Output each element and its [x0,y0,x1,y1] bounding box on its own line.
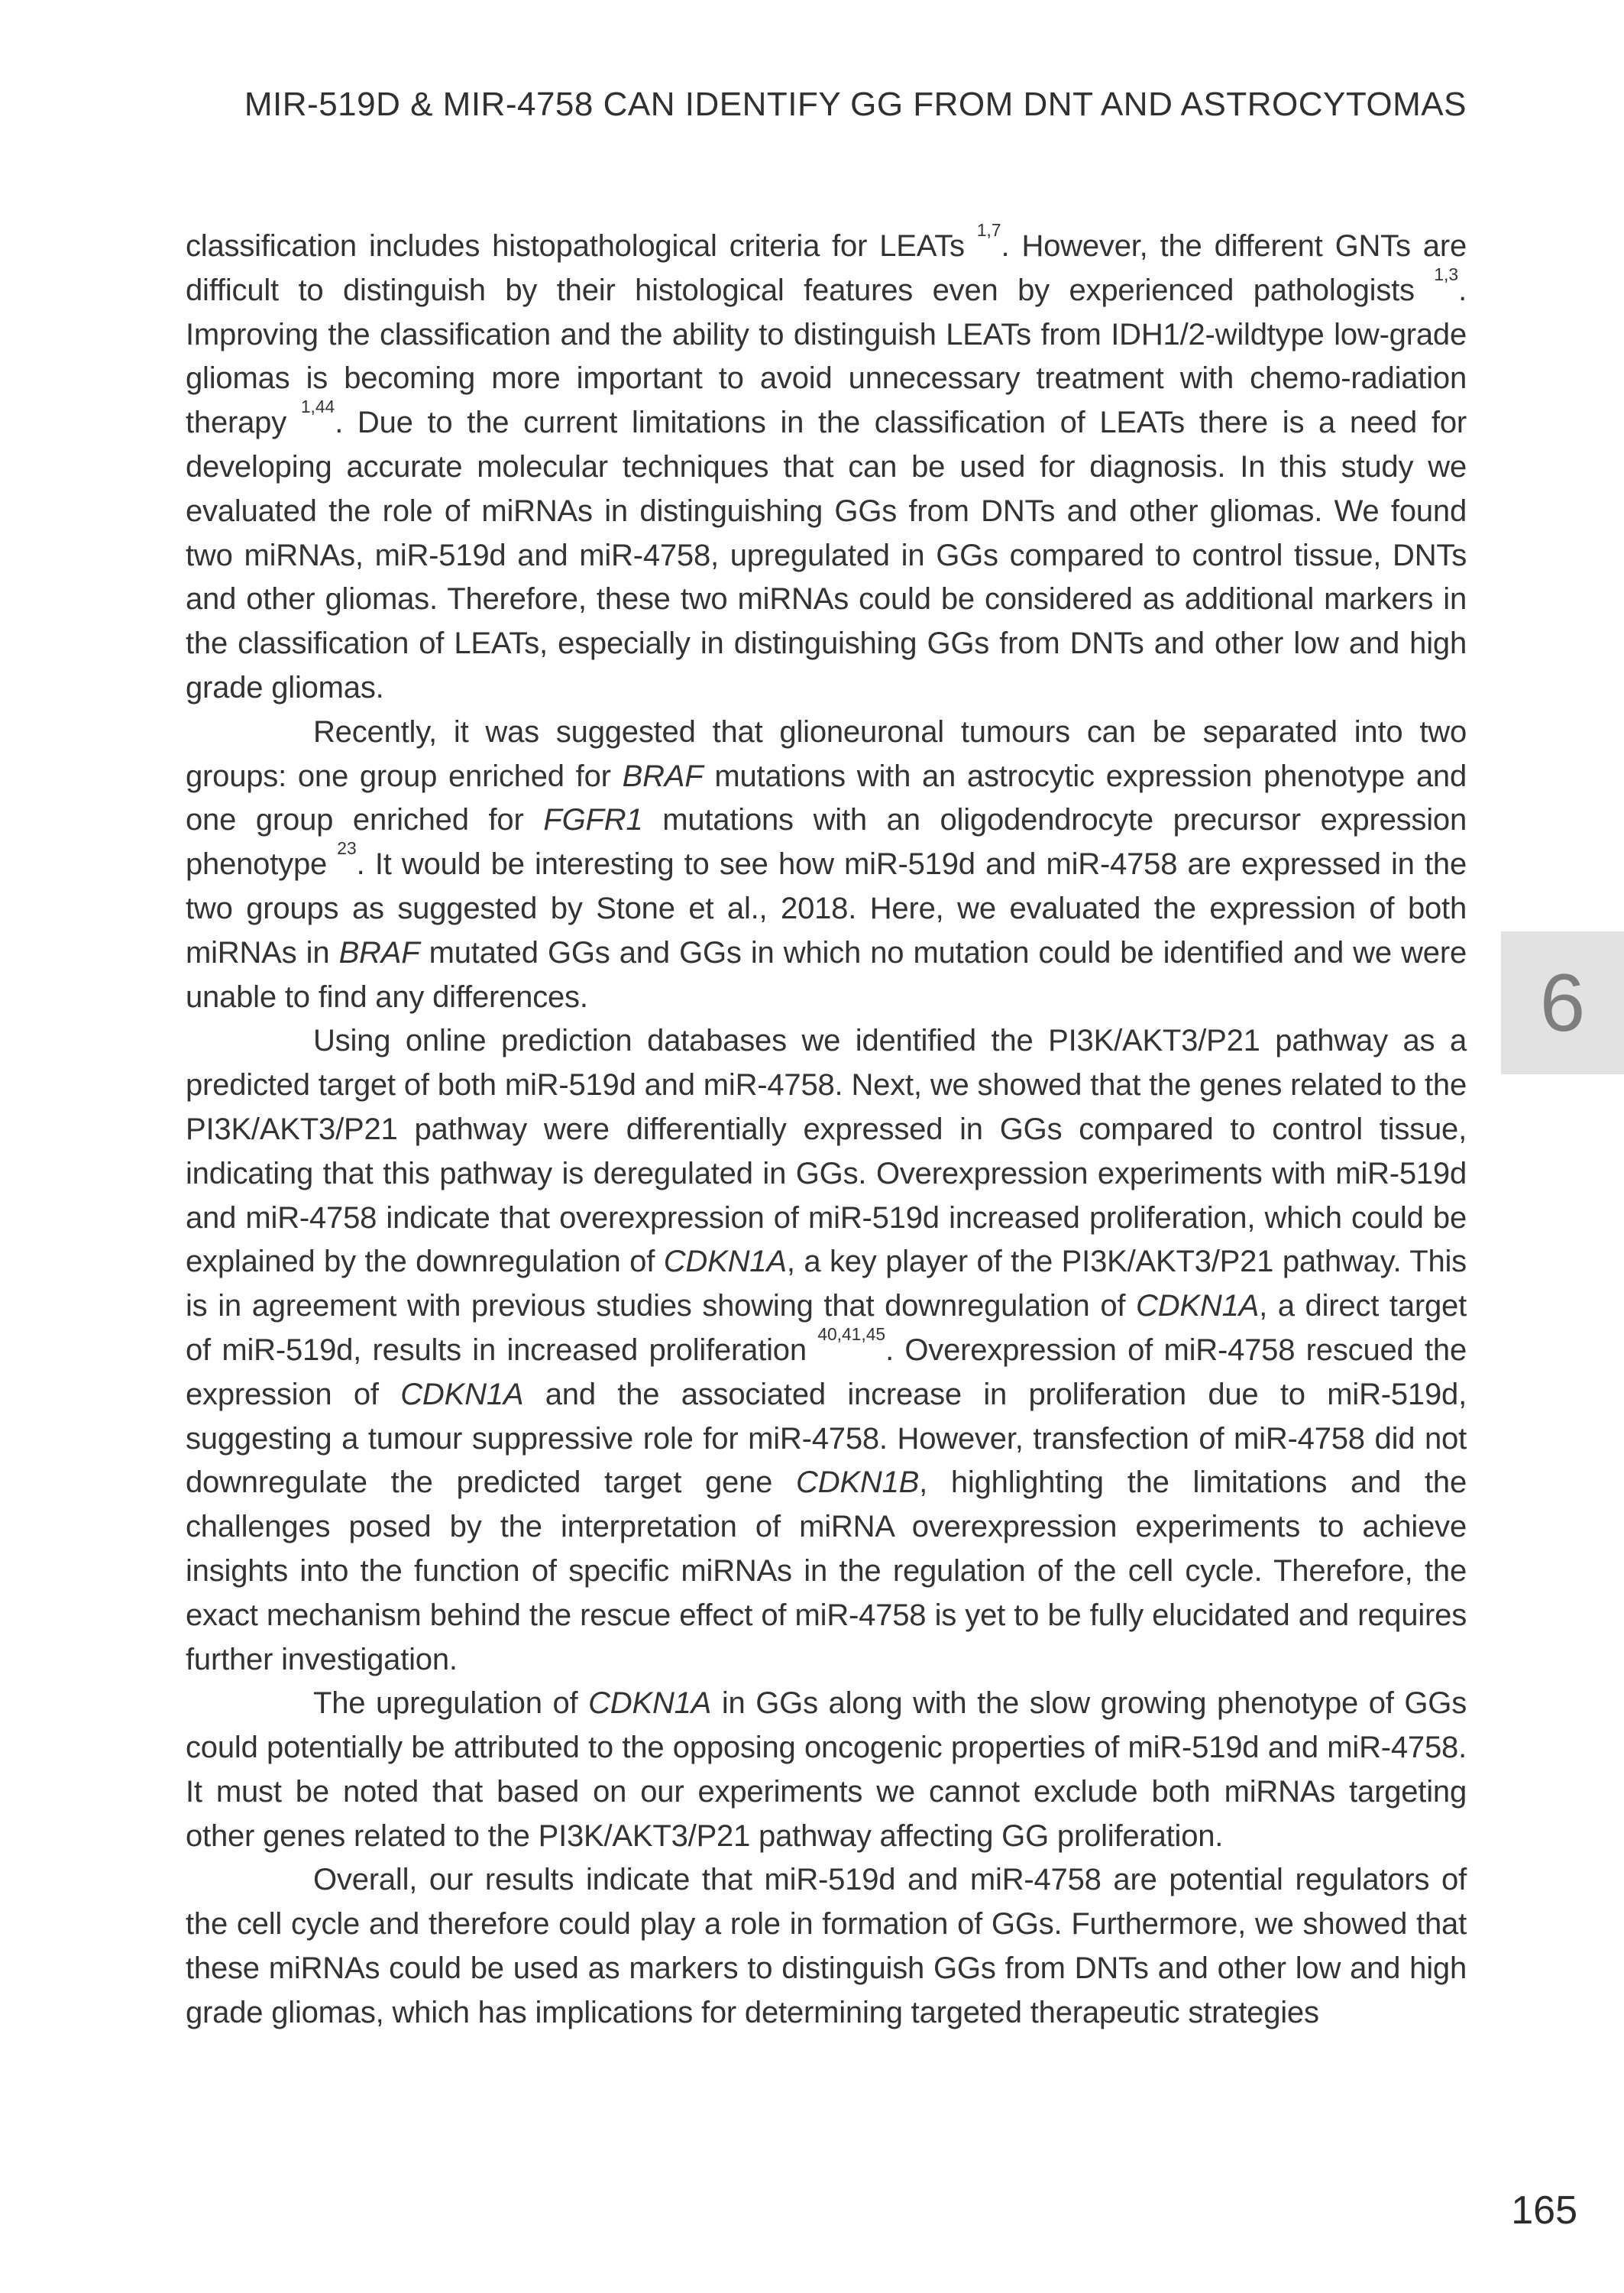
paragraph: Using online prediction databases we identified the PI3K/AKT3/P21 pathway as a predicted target of both miR-519d and miR-4758. Next, we showed that the genes related to the PI3K/AKT3/P21 pathway were differentially expressed in GGs compared to control tissue, indicating that this pathway is deregulated in GGs. Overexpression experiments with miR-519d and miR-4758 indicate that overexpression of miR-519d increased proliferation, which could be explained by the downregulation of CDKN1A, a key player of the PI3K/AKT3/P21 pathway. This is in agreement with previous studies showing that downregulation of CDKN1A, a direct target of miR-519d, results in increased proliferation $^{40,41,45}$. Overexpression of miR-4758 rescued the expression of CDKN1A and the associated increase in proliferation due to miR-519d, suggesting a tumour suppressive role for miR-4758. However, transfection of miR-4758 did not downregulate the predicted target gene CDKN1B, highlighting the limitations and the challenges posed by the interpretation of miRNA overexpression experiments to achieve insights into the function of specific miRNAs in the regulation of the cell cycle. Therefore, the exact mechanism behind the rescue effect of miR-4758 is yet to be fully elucidated and requires further investigation. [186,1024,1467,1676]
paragraph: classification includes histopathological criteria for LEATs $^{1,7}$. However, the different GNTs are difficult to distinguish by their histological features even by experienced pathologists $^{1,3}$. Improving the classification and the ability to distinguish LEATs from IDH1/2-wildtype low-grade gliomas is becoming more important to avoid unnecessary treatment with chemo-radiation therapy $^{1,44}$. Due to the current limitations in the classification of LEATs there is a need for developing accurate molecular techniques that can be used for diagnosis. In this study we evaluated the role of miRNAs in distinguishing GGs from DNTs and other gliomas. We found two miRNAs, miR-519d and miR-4758, upregulated in GGs compared to control tissue, DNTs and other gliomas. Therefore, these two miRNAs could be considered as additional markers in the classification of LEATs, especially in distinguishing GGs from DNTs and other low and high grade gliomas. [186,220,1467,704]
paragraph: Recently, it was suggested that glioneuronal tumours can be separated into two groups: one group enriched for BRAF mutations with an astrocytic expression phenotype and one group enriched for FGFR1 mutations with an oligodendrocyte precursor expression phenotype $^{23}$. It would be interesting to see how miR-519d and miR-4758 are expressed in the two groups as suggested by Stone et al., 2018. Here, we evaluated the expression of both miRNAs in BRAF mutated GGs and GGs in which no mutation could be identified and we were unable to find any differences. [186,714,1467,1014]
chapter-tab [1501,931,1624,1074]
chapter-number: 6 [1539,957,1586,1048]
page-number: 165 [1511,2188,1577,2233]
paragraph: The upregulation of CDKN1A in GGs along with the slow growing phenotype of GGs could potentially be attributed to the opposing oncogenic properties of miR-519d and miR-4758. It must be noted that based on our experiments we cannot exclude both miRNAs targeting other genes related to the PI3K/AKT3/P21 pathway affecting GG proliferation. [186,1686,1467,1853]
paragraph: Overall, our results indicate that miR-519d and miR-4758 are potential regulators of the cell cycle and therefore could play a role in formation of GGs. Furthermore, we showed that these miRNAs could be used as markers to distinguish GGs from DNTs and other low and high grade gliomas, which has implications for determining targeted therapeutic strategies [186,1863,1467,2029]
running-head-title: MIR-519D & MIR-4758 CAN IDENTIFY GG FROM DNT AND ASTROCYTOMAS [244,86,1467,123]
body-text-column [186,220,1467,2036]
